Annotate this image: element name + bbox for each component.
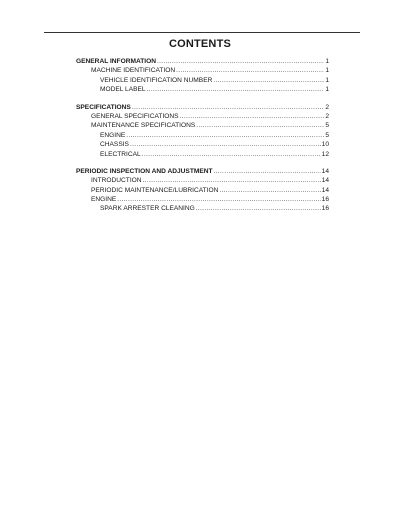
toc-label: GENERAL SPECIFICATIONS: [91, 112, 179, 120]
toc-page-number: 16: [321, 196, 329, 204]
toc-label: SPARK ARRESTER CLEANING: [100, 205, 195, 213]
toc-entry[interactable]: [76, 112, 329, 121]
toc-heading[interactable]: [76, 167, 329, 176]
top-rule: [44, 32, 360, 33]
toc-page-number: 1: [325, 76, 329, 84]
toc-label: ELECTRICAL: [100, 150, 141, 158]
toc-section-specifications: [76, 103, 329, 159]
toc-entry[interactable]: [76, 186, 329, 195]
toc-label: PERIODIC INSPECTION AND ADJUSTMENT: [76, 167, 213, 175]
toc-entry[interactable]: [76, 121, 329, 130]
toc-label: VEHICLE IDENTIFICATION NUMBER: [100, 76, 213, 84]
toc-entry[interactable]: [76, 66, 329, 75]
toc-section-periodic-inspection: [76, 167, 329, 214]
toc-label: MAINTENANCE SPECIFICATIONS: [91, 122, 196, 130]
dot-leader: [157, 57, 324, 66]
toc-entry[interactable]: [76, 76, 329, 85]
toc-label: MACHINE IDENTIFICATION: [91, 67, 176, 75]
toc-page-number: 1: [325, 58, 329, 65]
table-of-contents: [76, 57, 329, 222]
toc-page-number: 1: [325, 67, 329, 75]
toc-section-general-information: [76, 57, 329, 95]
toc-label: GENERAL INFORMATION: [76, 58, 156, 65]
dot-leader: [180, 112, 325, 121]
toc-label: ENGINE: [91, 196, 117, 204]
dot-leader: [213, 76, 324, 85]
toc-entry[interactable]: [76, 140, 329, 149]
dot-leader: [126, 131, 324, 140]
dot-leader: [214, 167, 321, 176]
dot-leader: [147, 85, 325, 94]
toc-page-number: 10: [321, 141, 329, 149]
toc-page-number: 2: [325, 112, 329, 120]
dot-leader: [132, 103, 324, 112]
toc-page-number: 14: [321, 177, 329, 185]
toc-page-number: 14: [321, 186, 329, 194]
toc-label: SPECIFICATIONS: [76, 103, 131, 111]
toc-page-number: 5: [325, 122, 329, 130]
toc-page-number: 2: [325, 103, 329, 111]
dot-leader: [143, 176, 321, 185]
dot-leader: [117, 195, 320, 204]
toc-page-number: 16: [321, 205, 329, 213]
toc-label: INTRODUCTION: [91, 177, 142, 185]
toc-label: ENGINE: [100, 131, 126, 139]
toc-label: CHASSIS: [100, 141, 129, 149]
dot-leader: [142, 150, 321, 159]
toc-entry[interactable]: [76, 131, 329, 140]
dot-leader: [130, 140, 321, 149]
dot-leader: [219, 186, 320, 195]
toc-entry[interactable]: [76, 204, 329, 213]
toc-label: MODEL LABEL: [100, 86, 146, 94]
toc-heading[interactable]: [76, 103, 329, 112]
toc-page-number: 1: [325, 86, 329, 94]
toc-label: PERIODIC MAINTENANCE/LUBRICATION: [91, 186, 219, 194]
toc-page-number: 5: [325, 131, 329, 139]
dot-leader: [196, 121, 324, 130]
dot-leader: [196, 204, 321, 213]
toc-page-number: 12: [321, 150, 329, 158]
toc-entry[interactable]: [76, 150, 329, 159]
toc-page-number: 14: [321, 167, 329, 175]
toc-entry[interactable]: [76, 85, 329, 94]
toc-entry[interactable]: [76, 195, 329, 204]
dot-leader: [176, 66, 324, 75]
toc-heading[interactable]: [76, 57, 329, 66]
toc-entry[interactable]: [76, 176, 329, 185]
page-title: CONTENTS: [168, 38, 232, 50]
